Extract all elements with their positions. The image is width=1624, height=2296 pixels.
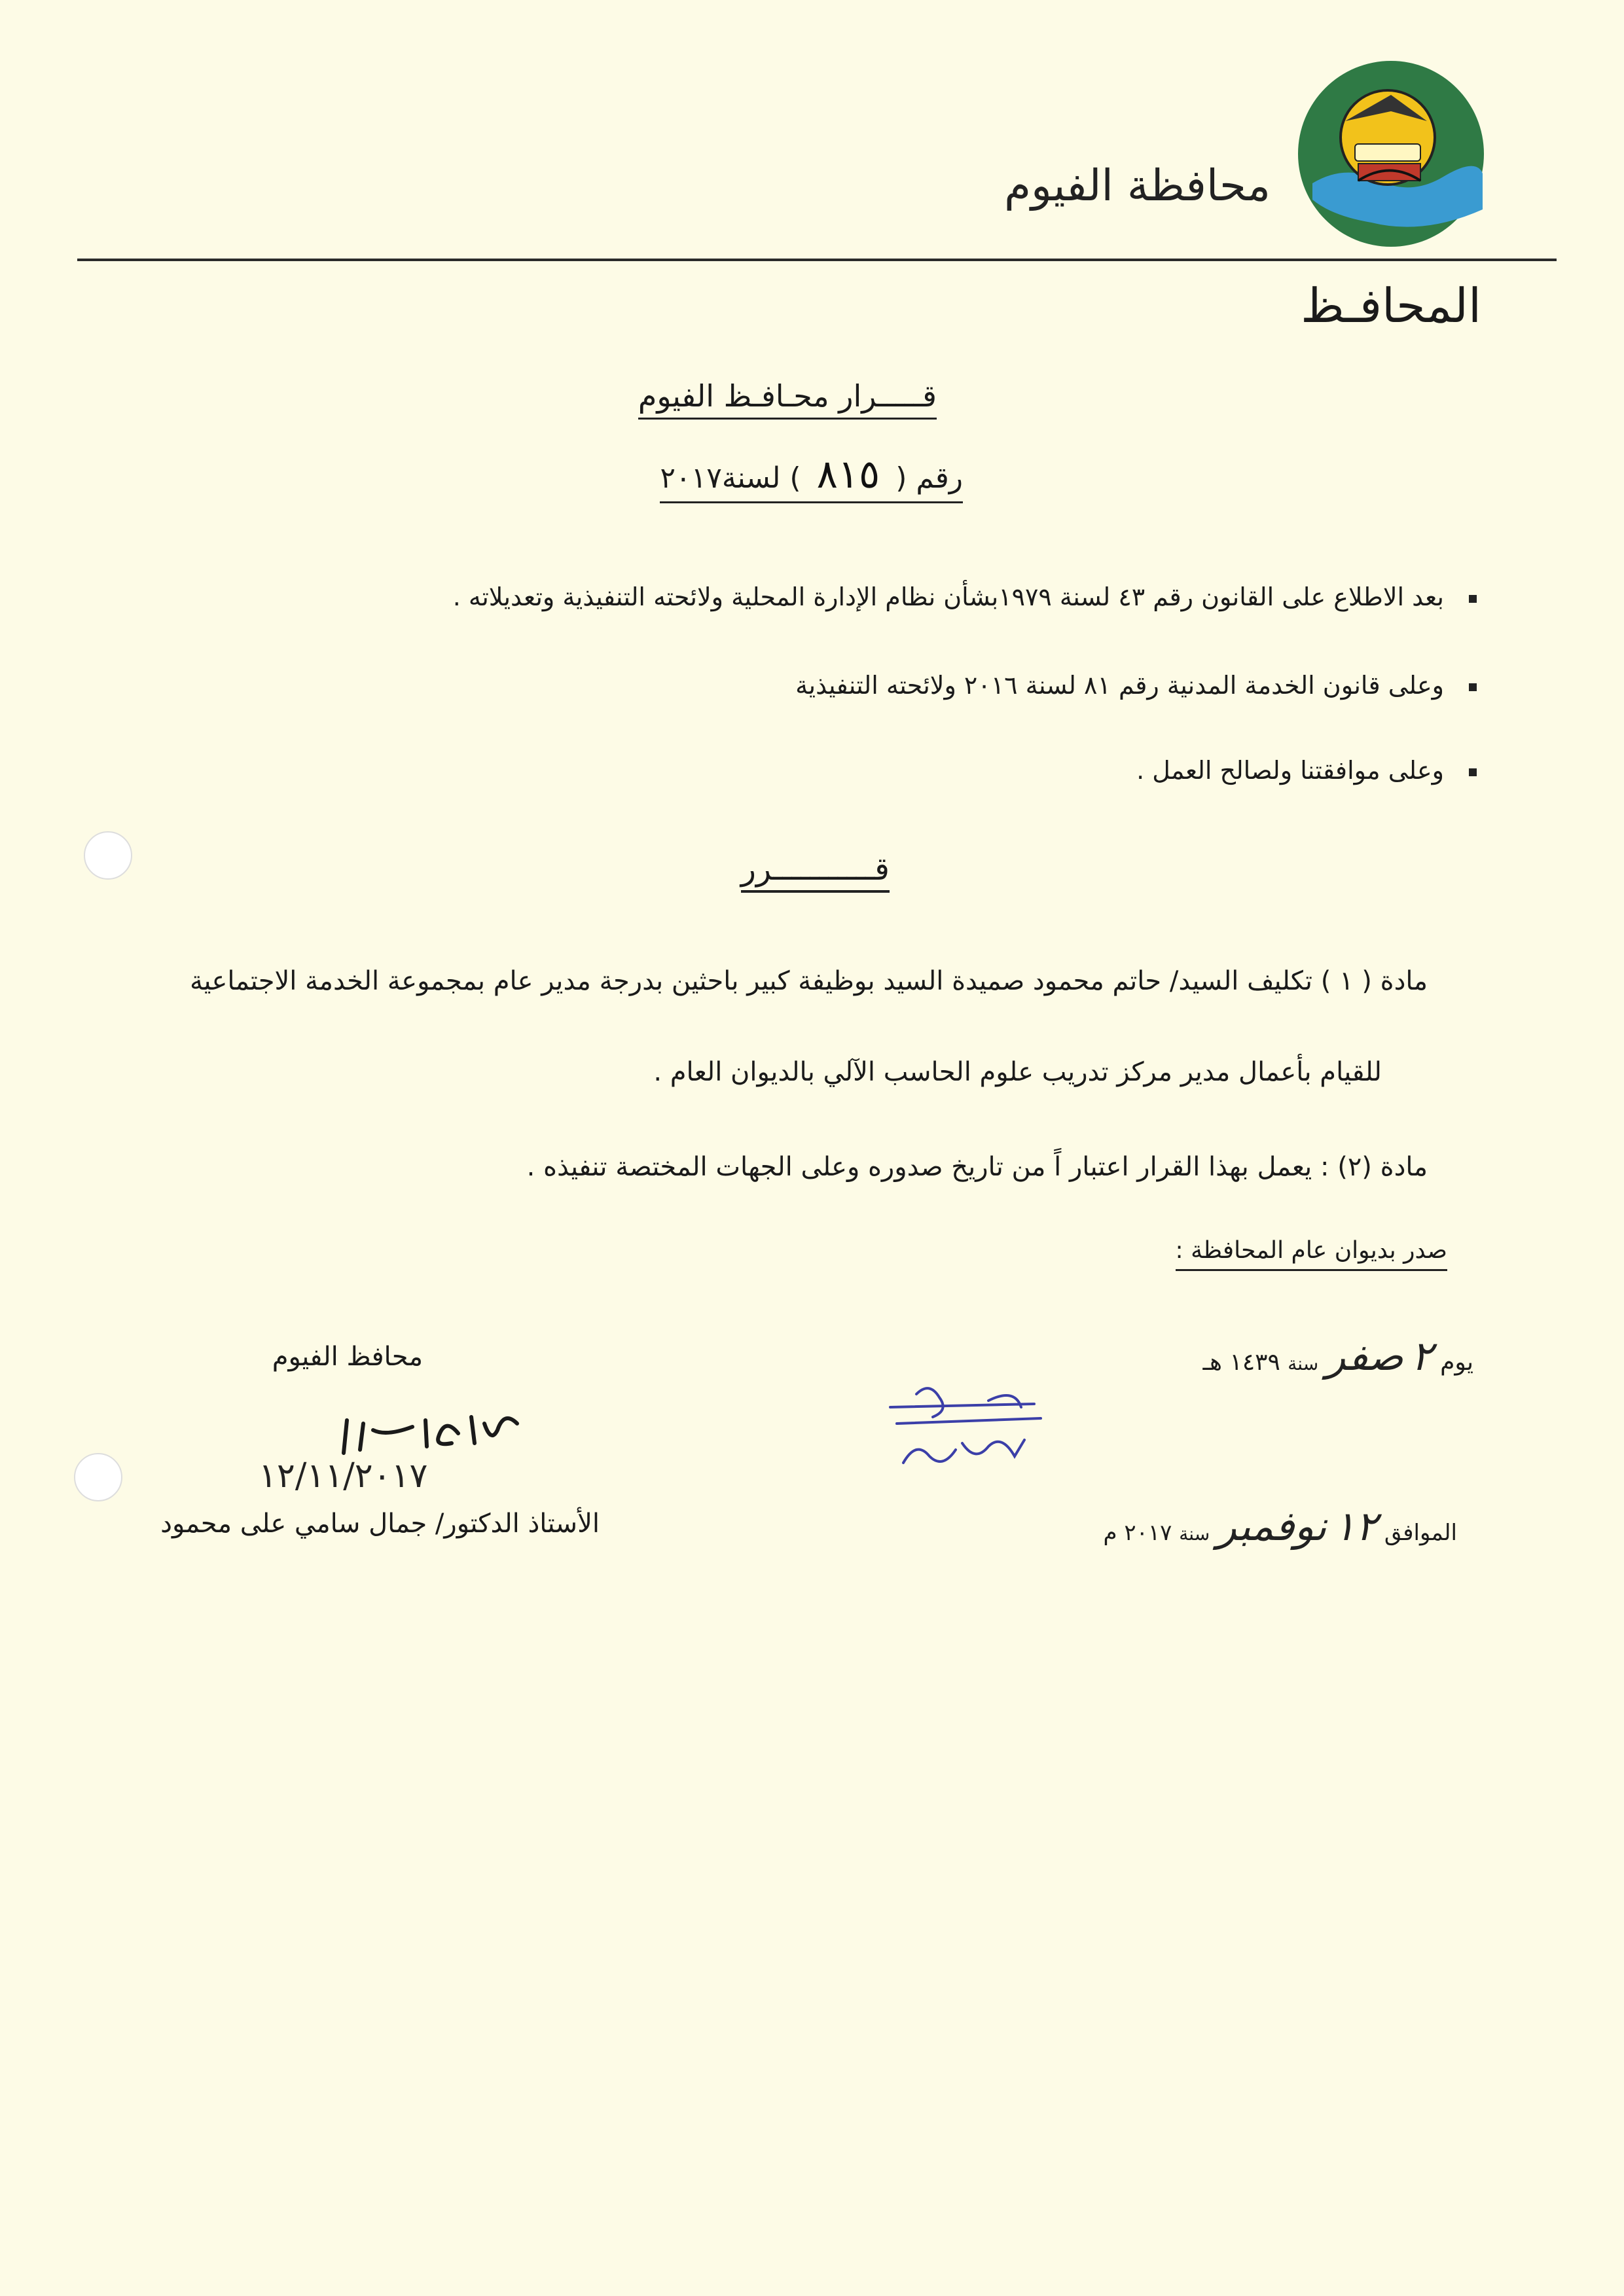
governorate-seal bbox=[1293, 59, 1489, 249]
bullet-icon bbox=[1469, 768, 1477, 776]
hijri-day-label: يوم bbox=[1440, 1349, 1473, 1376]
preamble-item bbox=[1136, 756, 1477, 785]
preamble-text: وعلى موافقتنا ولصالح العمل . bbox=[1136, 756, 1444, 785]
preamble-text: بعد الاطلاع على القانون رقم ٤٣ لسنة ١٩٧٩بشأن نظام الإدارة المحلية ولائحته التنفيذية وتعديلاته . bbox=[452, 583, 1444, 611]
punch-hole bbox=[84, 831, 132, 880]
decision-number-line bbox=[660, 452, 963, 503]
gregorian-year: ٢٠١٧ bbox=[1124, 1520, 1172, 1546]
bullet-icon bbox=[1469, 595, 1477, 603]
decision-number: ٨١٥ bbox=[816, 452, 880, 497]
hijri-year: ١٤٣٩ bbox=[1229, 1349, 1280, 1376]
punch-hole bbox=[74, 1453, 122, 1501]
signature-date: ١٢/١١/٢٠١٧ bbox=[259, 1456, 428, 1496]
preamble-item bbox=[795, 671, 1477, 700]
article-1-line-1: مادة ( ١ ) تكليف السيد/ حاتم محمود صميدة السيد بوظيفة كبير باحثين بدرجة مدير عام بمجموعة الخدمة الاجتماعية bbox=[189, 966, 1428, 996]
decision-title: قـــــرار محـافـظ الفيوم bbox=[638, 378, 937, 420]
hijri-date bbox=[1203, 1332, 1474, 1380]
preamble-item bbox=[453, 583, 1477, 611]
hijri-year-label: سنة bbox=[1288, 1353, 1319, 1374]
gregorian-label: الموافق bbox=[1384, 1520, 1457, 1546]
decrees-heading: قـــــــــــرر bbox=[741, 851, 890, 893]
gregorian-date bbox=[1104, 1502, 1457, 1550]
issued-at: صدر بديوان عام المحافظة : bbox=[1176, 1237, 1448, 1271]
decision-number-prefix: رقم ( bbox=[895, 461, 963, 495]
hijri-day: ٢ bbox=[1411, 1332, 1433, 1380]
gregorian-month: نوفمبر bbox=[1216, 1502, 1327, 1550]
gregorian-year-label: سنة bbox=[1179, 1523, 1210, 1545]
governor-title: محافظ الفيوم bbox=[272, 1342, 423, 1372]
gregorian-day: ١٢ bbox=[1333, 1502, 1378, 1550]
bullet-icon bbox=[1469, 683, 1477, 691]
article-2: مادة (٢) : يعمل بهذا القرار اعتبار اً من تاريخ صدوره وعلى الجهات المختصة تنفيذه . bbox=[526, 1152, 1428, 1182]
blue-initials bbox=[877, 1378, 1054, 1476]
article-1-line-2: للقيام بأعمال مدير مركز تدريب علوم الحاسب الآلي بالديوان العام . bbox=[653, 1057, 1382, 1087]
preamble-text: وعلى قانون الخدمة المدنية رقم ٨١ لسنة ٢٠١٦ ولائحته التنفيذية bbox=[795, 671, 1444, 700]
governor-name: الأستاذ الدكتور/ جمال سامي على محمود bbox=[160, 1509, 600, 1539]
hijri-month: صفر bbox=[1326, 1332, 1403, 1380]
header-divider bbox=[77, 259, 1557, 261]
hijri-suffix: هـ bbox=[1202, 1349, 1223, 1376]
decision-number-suffix: ) لسنة٢٠١٧ bbox=[660, 461, 801, 495]
office-title: المحافـظ bbox=[1301, 278, 1481, 333]
gregorian-suffix: م bbox=[1103, 1520, 1117, 1546]
letterhead-title: محافظة الفيوم bbox=[1004, 160, 1271, 211]
